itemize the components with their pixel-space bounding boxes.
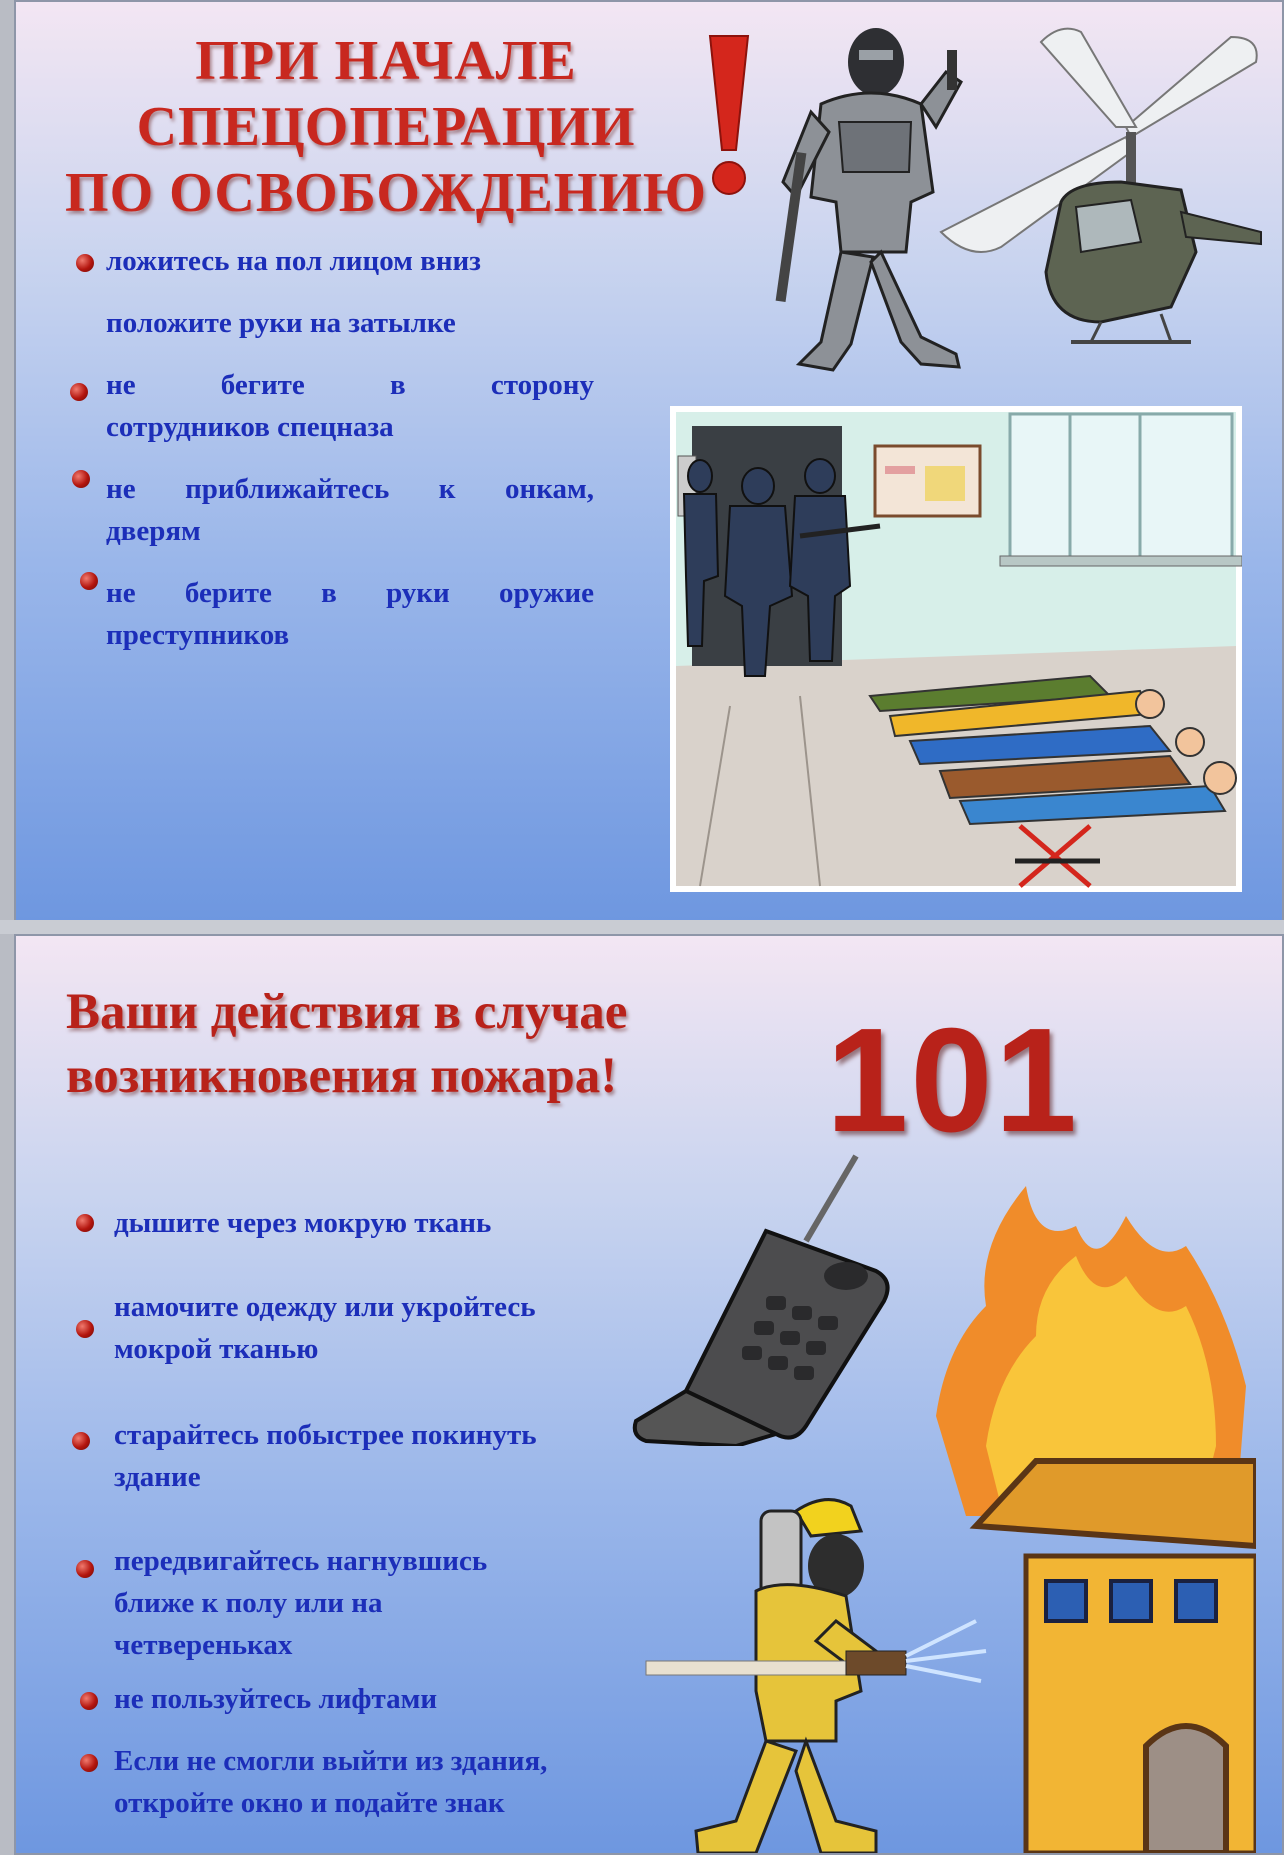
slide1-title-line: ПО ОСВОБОЖДЕНИЮ: [65, 162, 707, 224]
slide-special-operation: [14, 0, 1284, 924]
list-item-text: не приближайтесь к онкам,: [106, 473, 594, 505]
list-item: [114, 1414, 674, 1498]
list-item-text: ближе к полу или на: [114, 1587, 383, 1619]
bullet-icon: [72, 470, 90, 488]
slide2-title-line: Ваши действия в случае: [66, 984, 628, 1040]
list-item-text: четвереньках: [114, 1629, 293, 1661]
emergency-number: 101: [826, 998, 1079, 1163]
list-item-text: откройте окно и подайте знак: [114, 1787, 505, 1819]
bullet-icon: [76, 254, 94, 272]
list-item-text: дышите через мокрую ткань: [114, 1207, 492, 1239]
list-item-text: не пользуйтесь лифтами: [114, 1683, 438, 1715]
list-item-text: мокрой тканью: [114, 1333, 319, 1365]
bullet-icon: [76, 1560, 94, 1578]
hostage-rescue-scene-illustration: [670, 406, 1242, 892]
bullet-icon: [70, 383, 88, 401]
list-item: [106, 572, 594, 656]
list-item-text: ложитесь на пол лицом вниз: [106, 245, 481, 277]
list-item-text: дверям: [106, 515, 201, 547]
list-item-text: передвигайтесь нагнувшись: [114, 1545, 488, 1577]
slide-divider: [0, 920, 1284, 934]
bullet-icon: [80, 1692, 98, 1710]
list-item: [114, 1286, 674, 1370]
list-item: [114, 1540, 674, 1666]
list-item-text: Если не смогли выйти из здания,: [114, 1745, 548, 1777]
list-item-text: не берите в руки оружие: [106, 577, 594, 609]
list-item-text: старайтесь побыстрее покинуть: [114, 1419, 537, 1451]
list-item-text: преступников: [106, 619, 290, 651]
bullet-icon: [80, 1754, 98, 1772]
slide1-title-line: ПРИ НАЧАЛЕ: [195, 30, 577, 92]
list-item: [106, 240, 606, 282]
slide1-title-line: СПЕЦОПЕРАЦИИ: [136, 96, 636, 158]
bullet-icon: [76, 1320, 94, 1338]
bullet-icon: [80, 572, 98, 590]
list-item-text: здание: [114, 1461, 201, 1493]
list-item-text: не бегите в сторону: [106, 369, 594, 401]
list-item: [114, 1202, 654, 1244]
list-item: [106, 468, 594, 552]
list-item: [106, 364, 594, 448]
list-item-text: намочите одежду или укройтесь: [114, 1291, 536, 1323]
slide1-title: [56, 28, 716, 226]
bullet-icon: [76, 1214, 94, 1232]
slide2-title-line: возникновения пожара!: [66, 1048, 618, 1104]
list-item: [106, 302, 606, 344]
list-item: [114, 1740, 714, 1824]
helicopter-illustration: [931, 22, 1271, 357]
list-item: [114, 1678, 674, 1720]
exclamation-mark-icon: [704, 32, 754, 202]
bullet-icon: [72, 1432, 90, 1450]
slide2-title: [66, 980, 726, 1108]
slide-fire-actions: [14, 934, 1284, 1855]
list-item-text: сотрудников спецназа: [106, 411, 394, 443]
list-item-text: положите руки на затылке: [106, 307, 456, 339]
